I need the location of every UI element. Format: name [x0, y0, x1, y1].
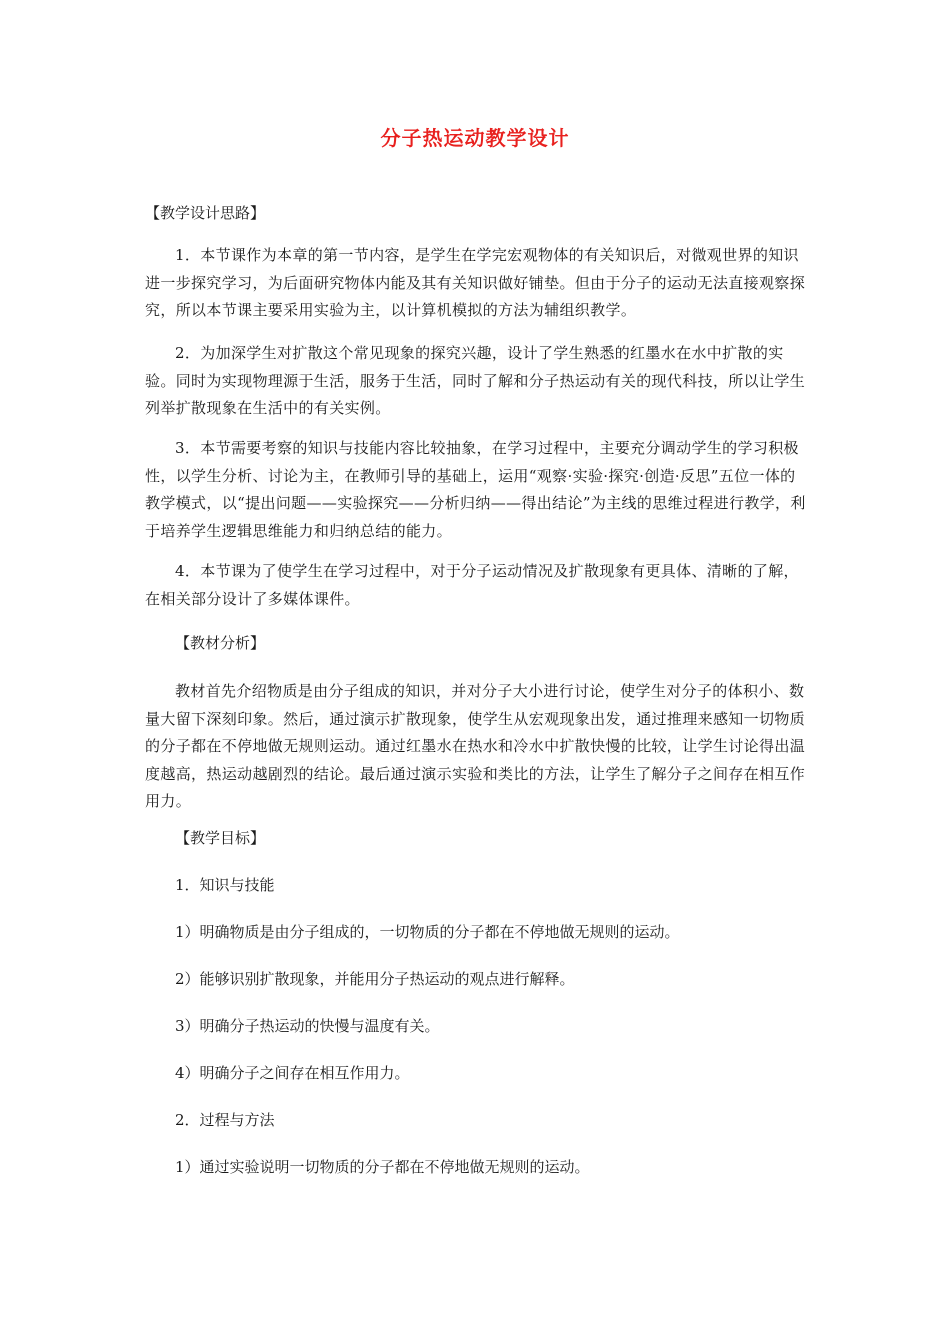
section-heading-goals: 【教学目标】 [175, 829, 266, 847]
goal-heading-knowledge: 1．知识与技能 [175, 876, 275, 894]
design-paragraph-4: 4．本节课为了使学生在学习过程中，对于分子运动情况及扩散现象有更具体、清晰的了解，在相关部分设计了多媒体课件。 [145, 562, 799, 608]
goal-item: 1）通过实验说明一切物质的分子都在不停地做无规则的运动。 [175, 1158, 590, 1176]
design-paragraph-3: 3．本节需要考察的知识与技能内容比较抽象，在学习过程中，主要充分调动学生的学习积极性，以学生分析、讨论为主，在教师引导的基础上，运用“观察·实验·探究·创造·反思”五位一体的教学模式，以“提出问题——实验探究——分析归纳——得出结论”为主线的思维过程进行教学，利于培养学生逻辑思维能力和归纳总结的能力。 [145, 439, 806, 540]
goal-item: 2）能够识别扩散现象，并能用分子热运动的观点进行解释。 [175, 970, 575, 988]
goal-heading-process: 2．过程与方法 [175, 1111, 275, 1129]
section-heading-material: 【教材分析】 [175, 634, 266, 652]
design-paragraph-1: 1．本节课作为本章的第一节内容，是学生在学完宏观物体的有关知识后，对微观世界的知识进一步探究学习，为后面研究物体内能及其有关知识做好铺垫。但由于分子的运动无法直接观察探究，所以本节课主要采用实验为主，以计算机模拟的方法为辅组织教学。 [145, 246, 806, 319]
goal-item: 3）明确分子热运动的快慢与温度有关。 [175, 1017, 440, 1035]
goal-item: 1）明确物质是由分子组成的，一切物质的分子都在不停地做无规则的运动。 [175, 923, 680, 941]
section-heading-design: 【教学设计思路】 [145, 204, 266, 222]
design-paragraph-2: 2．为加深学生对扩散这个常见现象的探究兴趣，设计了学生熟悉的红墨水在水中扩散的实验。同时为实现物理源于生活，服务于生活，同时了解和分子热运动有关的现代科技，所以让学生列举扩散现象在生活中的有关实例。 [145, 344, 806, 417]
document-title: 分子热运动教学设计 [380, 126, 570, 150]
material-paragraph: 教材首先介绍物质是由分子组成的知识，并对分子大小进行讨论，使学生对分子的体积小、数量大留下深刻印象。然后，通过演示扩散现象，使学生从宏观现象出发，通过推理来感知一切物质的分子都在不停地做无规则运动。通过红墨水在热水和冷水中扩散快慢的比较，让学生讨论得出温度越高，热运动越剧烈的结论。最后通过演示实验和类比的方法，让学生了解分子之间存在相互作用力。 [145, 682, 806, 810]
goal-item: 4）明确分子之间存在相互作用力。 [175, 1064, 410, 1082]
